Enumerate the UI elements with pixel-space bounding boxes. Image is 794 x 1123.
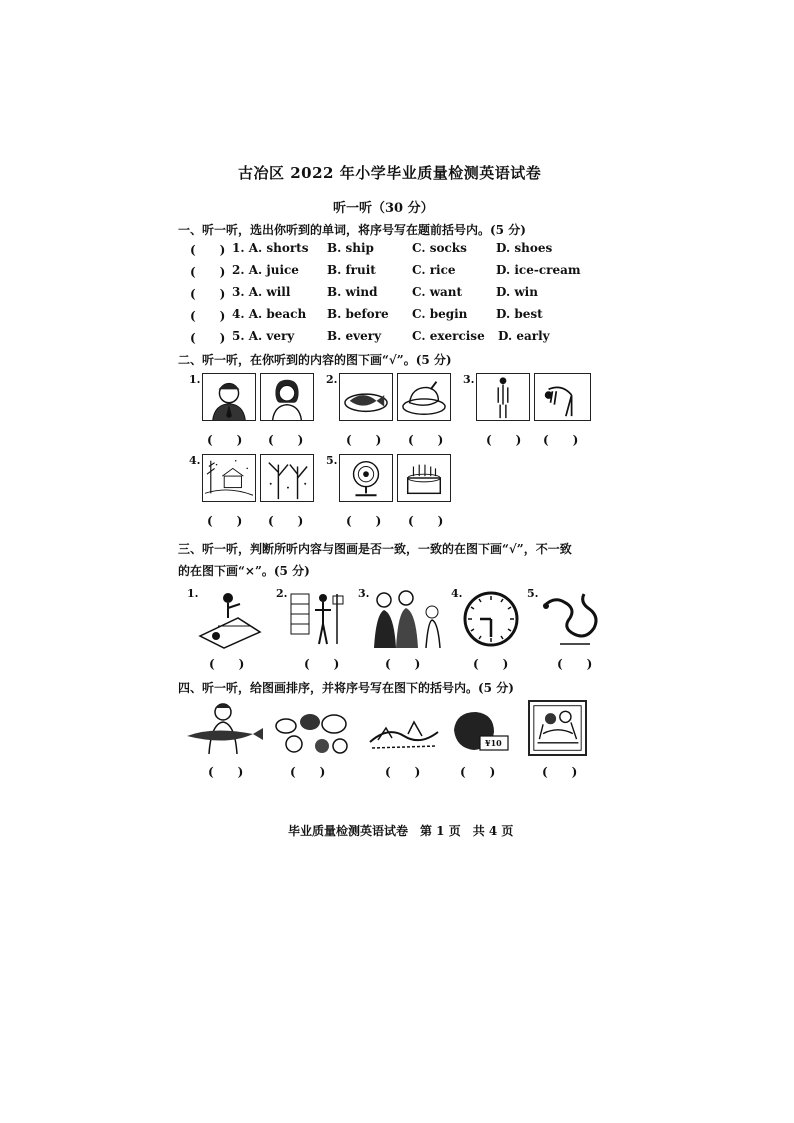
answer-blank[interactable]: ( ) [543, 433, 579, 447]
answer-blank[interactable]: ( ) [209, 657, 245, 671]
chicken-dish-picture [397, 373, 451, 421]
answer-blank[interactable]: ( ) [346, 514, 382, 528]
item-number: 2. [276, 587, 288, 600]
item-number: 4. [451, 587, 463, 600]
item-number: 3. [463, 373, 475, 386]
answer-blank[interactable]: ( ) [208, 765, 244, 779]
ping-pong-picture [198, 588, 262, 650]
option-a: 2. A. juice [232, 263, 299, 277]
section1-heading: 一、听一听，选出你听到的单词，将序号写在题前括号内。(5 分) [178, 223, 526, 237]
option-d: D. ice-cream [496, 263, 581, 277]
answer-blank[interactable]: ( ) [190, 243, 226, 257]
option-a: 4. A. beach [232, 307, 307, 321]
answer-blank[interactable]: ( ) [207, 433, 243, 447]
option-d: D. best [496, 307, 543, 321]
answer-blank[interactable]: ( ) [207, 514, 243, 528]
answer-blank[interactable]: ( ) [473, 657, 509, 671]
option-b: B. wind [327, 285, 378, 299]
option-c: C. socks [412, 241, 467, 255]
meat-with-price-picture [450, 708, 512, 754]
standing-person-picture [476, 373, 530, 421]
option-b: B. fruit [327, 263, 376, 277]
answer-blank[interactable]: ( ) [408, 514, 444, 528]
winter-house-picture [202, 454, 256, 502]
exam-title: 古冶区 2022 年小学毕业质量检测英语试卷 [238, 164, 542, 182]
fish-dish-picture [339, 373, 393, 421]
option-d: D. early [498, 329, 550, 343]
answer-blank[interactable]: ( ) [542, 765, 578, 779]
boy-with-fish-picture [183, 700, 265, 756]
option-d: D. win [496, 285, 538, 299]
option-b: B. ship [327, 241, 374, 255]
vegetables-picture [272, 712, 356, 756]
option-a: 3. A. will [232, 285, 291, 299]
answer-blank[interactable]: ( ) [290, 765, 326, 779]
answer-blank[interactable]: ( ) [190, 331, 226, 345]
answer-blank[interactable]: ( ) [346, 433, 382, 447]
option-b: B. every [327, 329, 382, 343]
answer-blank[interactable]: ( ) [268, 514, 304, 528]
item-number: 2. [326, 373, 338, 386]
clock-picture [462, 590, 520, 648]
answer-blank[interactable]: ( ) [190, 265, 226, 279]
boy-portrait-picture [202, 373, 256, 421]
part-title: 听一听（30 分） [333, 201, 434, 216]
bending-person-picture [534, 373, 591, 421]
option-c: C. begin [412, 307, 468, 321]
family-meal-picture [528, 700, 587, 756]
price-tag: ¥10 [485, 738, 502, 748]
item-number: 3. [358, 587, 370, 600]
birthday-cake-picture [397, 454, 451, 502]
item-number: 4. [189, 454, 201, 467]
item-number: 5. [326, 454, 338, 467]
answer-blank[interactable]: ( ) [385, 657, 421, 671]
item-number: 5. [527, 587, 539, 600]
section3-heading: 三、听一听，判断所听内容与图画是否一致，一致的在图下画“√”，不一致 [178, 542, 572, 556]
scattered-food-picture [368, 714, 440, 750]
answer-blank[interactable]: ( ) [190, 287, 226, 301]
answer-blank[interactable]: ( ) [408, 433, 444, 447]
answer-blank[interactable]: ( ) [304, 657, 340, 671]
page-footer: 毕业质量检测英语试卷 第 1 页 共 4 页 [288, 824, 514, 838]
option-c: C. exercise [412, 329, 485, 343]
option-a: 5. A. very [232, 329, 295, 343]
answer-blank[interactable]: ( ) [385, 765, 421, 779]
answer-blank[interactable]: ( ) [268, 433, 304, 447]
section2-heading: 二、听一听，在你听到的内容的图下画“√”。(5 分) [178, 353, 452, 367]
answer-blank[interactable]: ( ) [486, 433, 522, 447]
option-b: B. before [327, 307, 389, 321]
answer-blank[interactable]: ( ) [460, 765, 496, 779]
option-a: 1. A. shorts [232, 241, 309, 255]
section3-heading-cont: 的在图下画“×”。(5 分) [178, 564, 310, 578]
item-number: 1. [189, 373, 201, 386]
option-c: C. want [412, 285, 463, 299]
option-d: D. shoes [496, 241, 553, 255]
fan-picture [339, 454, 393, 502]
answer-blank[interactable]: ( ) [557, 657, 593, 671]
snake-picture [540, 588, 602, 648]
street-scene-picture [287, 588, 351, 650]
autumn-trees-picture [260, 454, 314, 502]
item-number: 1. [187, 587, 199, 600]
option-c: C. rice [412, 263, 456, 277]
answer-blank[interactable]: ( ) [190, 309, 226, 323]
family-picture [370, 588, 448, 650]
section4-heading: 四、听一听，给图画排序，并将序号写在图下的括号内。(5 分) [178, 681, 514, 695]
girl-portrait-picture [260, 373, 314, 421]
